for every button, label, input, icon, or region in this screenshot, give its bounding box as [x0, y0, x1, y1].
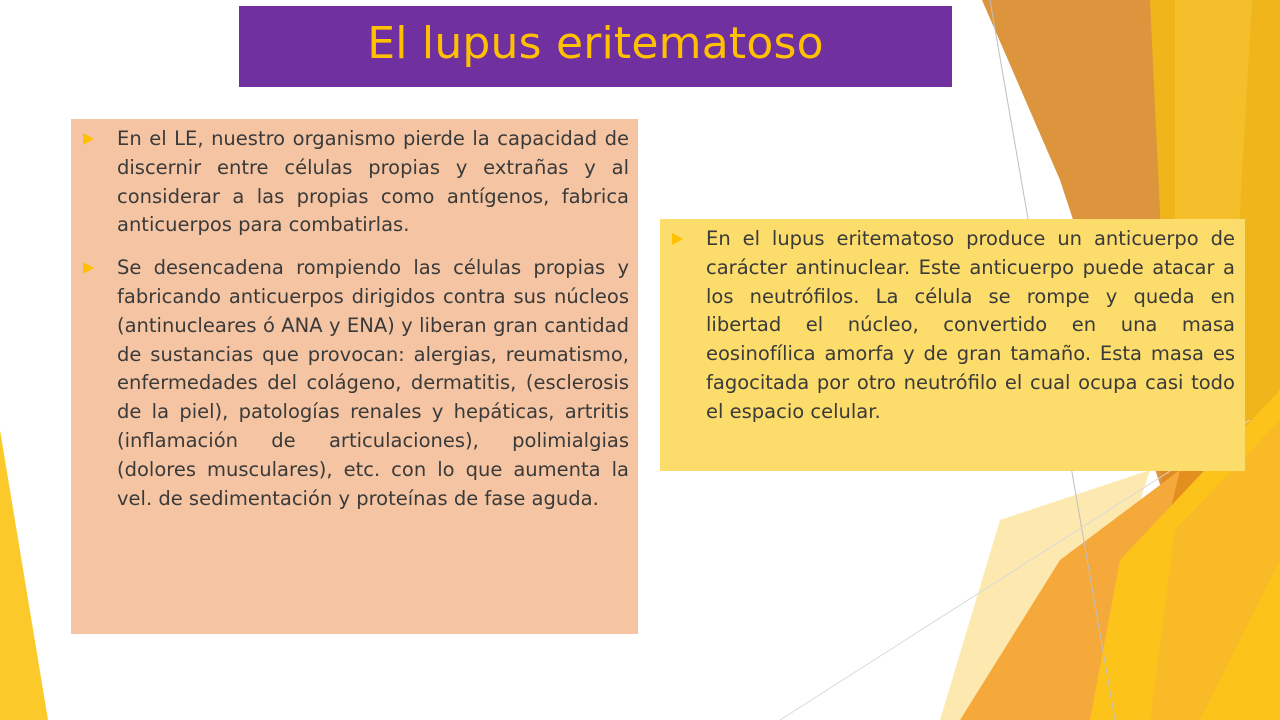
- left-content-box: [71, 119, 638, 634]
- right-bullet-1: [706, 225, 1235, 427]
- title-bar: [239, 6, 952, 87]
- slide-title: El lupus eritematoso: [367, 18, 824, 69]
- right-bullet-1-text: En el lupus eritematoso produce un anticuerpo de carácter antinuclear. Este anticuerpo puede atacar a los neutrófilos. La célula se rompe y queda en libertad el núcleo, convertido en una masa eosinofílica amorfa y de gran tamaño. Esta masa es fagocitada por otro neutrófilo el cual ocupa casi todo el espacio celular.: [706, 227, 1235, 423]
- left-facet-shape: [0, 430, 48, 720]
- arrow-bullet-icon: [83, 133, 94, 145]
- arrow-bullet-icon: [672, 233, 683, 245]
- arrow-bullet-icon: [83, 262, 94, 274]
- left-bullet-1: [117, 125, 629, 240]
- left-bullet-2-text: Se desencadena rompiendo las células propias y fabricando anticuerpos dirigidos contra sus núcleos (antinucleares ó ANA y ENA) y liberan gran cantidad de sustancias que provocan: alergias, reumatismo, enfermedades del colágeno, dermatitis, (esclerosis de la piel), patologías renales y hepáticas, artritis (inflamación de articulaciones), polimialgias (dolores musculares), etc. con lo que aumenta la vel. de sedimentación y proteínas de fase aguda.: [117, 256, 629, 510]
- right-content-box: [660, 219, 1245, 471]
- left-bullet-1-text: En el LE, nuestro organismo pierde la capacidad de discernir entre células propias y extrañas y al considerar a las propias como antígenos, fabrica anticuerpos para combatirlas.: [117, 127, 629, 237]
- left-bullet-2: [117, 254, 629, 513]
